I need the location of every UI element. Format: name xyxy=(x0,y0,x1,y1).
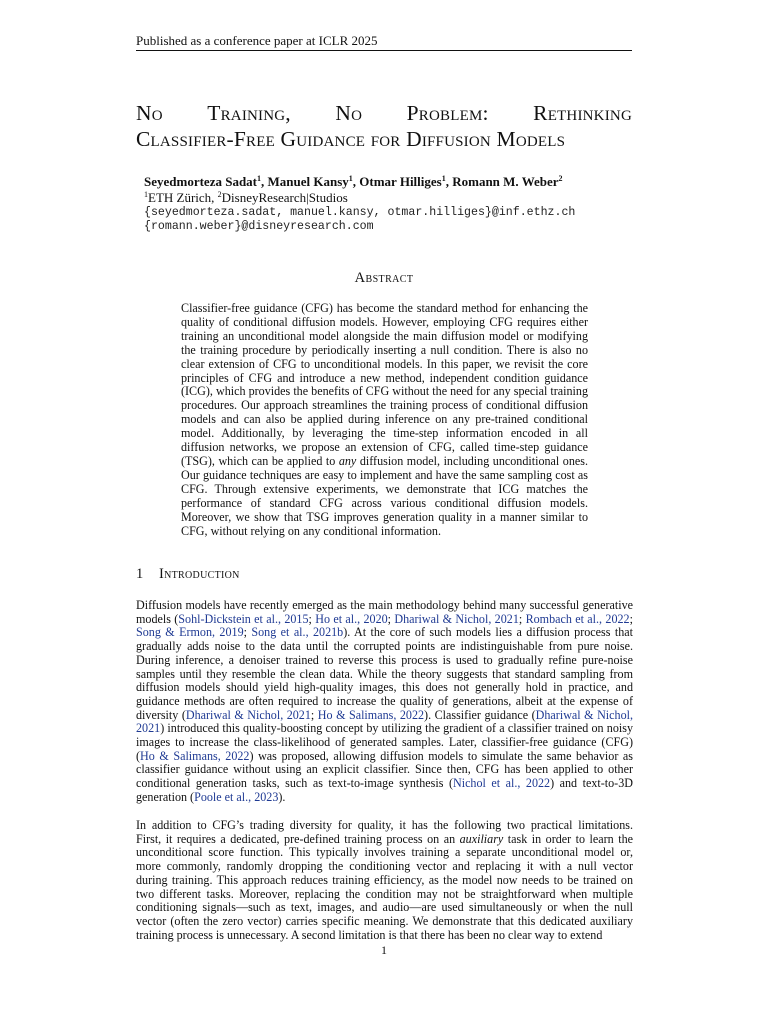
affiliation-mark: 2 xyxy=(558,174,563,183)
text-line xyxy=(136,750,633,764)
emphasis-text: auxiliary xyxy=(459,831,504,846)
text-run: diffusion models should yield high-quality images, this does not generally hold in practice, and xyxy=(136,680,633,695)
affiliations xyxy=(144,190,348,206)
abstract-text-part: Classifier-free guidance (CFG) has become the standard method for enhancing the quality of conditional diffusion models. However, employing CFG requires either training an unconditional model alongside the main diffusion model or modifying the training procedure by periodically inserting a null condition. There is also no clear extension of CFG to unconditional models. In this paper, we revisit the core principles of CFG and introduce a new method, independent condition guidance (ICG), which provides the benefits of CFG without the need for any special training procedures. Our approach streamlines the training process of conditional diffusion models and can also be applied during inference on any pre-trained conditional model. Additionally, by leveraging the time-step information encoded in all diffusion networks, we propose an extension of CFG, called time-step guidance (TSG), which can be applied to xyxy=(181,301,588,468)
text-run: ; xyxy=(387,611,395,626)
affiliation-mark: 1 xyxy=(144,190,148,199)
text-run: more commonly, randomly dropping the conditioning vector and replacing it with a null vector xyxy=(136,859,633,874)
text-run: ) introduced this quality-boosting concept by utilizing the gradient of a classifier trained on noisy xyxy=(160,721,633,736)
text-run: during training. This approach reduces training efficiency, as the model now needs to be trained on xyxy=(136,872,633,887)
text-run: classifier guidance without using an explicit classifier. Since then, CFG has been applied to other xyxy=(136,762,633,777)
text-line xyxy=(136,901,633,915)
page-number: 1 xyxy=(381,943,387,957)
title-word: No xyxy=(335,101,363,125)
citation-link[interactable]: Song et al., 2021b xyxy=(251,625,344,640)
citation-link[interactable]: 2021 xyxy=(136,721,161,736)
text-run: During inference, a denoiser trained to reverse this process is used to gradually refine pure-noise xyxy=(136,652,633,667)
header-rule xyxy=(136,50,632,51)
text-run: ; xyxy=(629,611,633,626)
text-run: images to increase the class-likelihood of generated samples. Later, classifier-free guidance (CFG) xyxy=(136,735,633,750)
text-line xyxy=(136,695,633,709)
text-run: ) and text-to-3D xyxy=(550,776,633,791)
text-line xyxy=(136,763,633,777)
citation-link[interactable]: Rombach et al., 2022 xyxy=(525,611,630,626)
title-word: Problem: xyxy=(406,101,489,125)
citation-link[interactable]: Poole et al., 2023 xyxy=(194,789,279,804)
text-run: ) was proposed, allowing diffusion models to simulate the same behavior as xyxy=(249,748,634,763)
text-run: ; xyxy=(518,611,526,626)
text-run: ; xyxy=(308,611,316,626)
citation-link[interactable]: Ho et al., 2020 xyxy=(315,611,388,626)
text-run: samples until they resemble the clean data. While the theory suggests that standard sampling from xyxy=(136,666,633,681)
text-line xyxy=(136,777,633,791)
text-line xyxy=(136,709,633,723)
text-run: task in order to learn the xyxy=(503,831,633,846)
text-run: training process is unnecessary. A second limitation is that there has been no clear way to extend xyxy=(136,927,603,942)
text-run: First, it requires a dedicated, pre-defined training process on an xyxy=(136,831,460,846)
affiliation-mark: 1 xyxy=(348,174,353,183)
abstract-emphasis: any xyxy=(338,453,357,468)
text-line xyxy=(136,915,633,929)
text-line xyxy=(136,722,633,736)
author-email: {seyedmorteza.sadat, manuel.kansy, otmar.hilliges}@inf.ethz.ch xyxy=(144,206,576,219)
running-header: Published as a conference paper at ICLR 2025 xyxy=(136,33,378,48)
text-line xyxy=(136,860,633,874)
author-name: Manuel Kansy xyxy=(267,174,349,189)
title-word: No xyxy=(136,101,163,125)
text-run: two different tasks. Moreover, replacing the condition may not be straightforward when multiple xyxy=(136,886,633,901)
author-list: Seyedmorteza Sadat$^1$, Manuel Kansy$^1$, Otmar Hilliges$^1$, Romann M. Weber$^2$ xyxy=(144,174,563,189)
text-run: generation ( xyxy=(136,789,195,804)
text-run: ). At the core of such models lies a diffusion process that xyxy=(343,625,633,640)
text-run: ( xyxy=(136,748,141,763)
text-run: vector (often the zero vector) carries specific meaning. We demonstrate that this dedicated auxiliary xyxy=(136,913,633,928)
text-line xyxy=(136,791,633,805)
text-line xyxy=(136,626,633,640)
paper-title xyxy=(136,100,636,152)
text-line xyxy=(136,846,633,860)
text-line xyxy=(136,681,633,695)
author-name: Otmar Hilliges xyxy=(359,174,442,189)
section-title: Introduction xyxy=(159,566,240,582)
abstract-heading: Abstract xyxy=(354,270,414,286)
text-run: In addition to CFG’s trading diversity for quality, it has the following two practical limitations. xyxy=(136,818,633,832)
abstract-text xyxy=(181,302,588,538)
text-line xyxy=(136,668,633,682)
citation-link[interactable]: Ho & Salimans, 2022 xyxy=(317,707,425,722)
text-run: conditional generation tasks, such as text-to-image synthesis ( xyxy=(136,776,453,791)
affiliation-mark: 2 xyxy=(217,190,222,199)
text-line xyxy=(136,640,633,654)
citation-link[interactable]: Dhariwal & Nichol, xyxy=(535,707,634,722)
institution: DisneyResearch|Studios xyxy=(221,190,348,205)
citation-link[interactable]: Dhariwal & Nichol, 2021 xyxy=(394,611,519,626)
paragraph xyxy=(136,599,633,805)
author-name: Romann M. Weber xyxy=(452,174,559,189)
text-run: unconditional score function. This typically involves training a separate unconditional model or, xyxy=(136,845,633,860)
text-line xyxy=(136,613,633,627)
citation-link[interactable]: Dhariwal & Nichol, 2021 xyxy=(185,707,311,722)
text-run: guidance methods are often required to increase the quality of generations, albeit at the expense of xyxy=(136,693,633,708)
text-line xyxy=(136,929,633,943)
title-word: Rethinking xyxy=(533,101,632,125)
title-word: Training, xyxy=(207,101,291,125)
text-line xyxy=(136,874,633,888)
title-line-1 xyxy=(136,100,632,126)
text-line xyxy=(136,888,633,902)
text-line xyxy=(136,833,633,847)
affiliation-mark: 1 xyxy=(441,174,446,183)
text-run: conditioning signals—such as text, images, and audio—are used simultaneously or when the null xyxy=(136,900,633,915)
citation-link[interactable]: Song & Ermon, 2019 xyxy=(136,625,244,640)
section-number: 1 xyxy=(136,566,144,582)
text-line xyxy=(136,654,633,668)
text-run: ). Classifier guidance ( xyxy=(424,707,536,722)
text-run: models ( xyxy=(136,611,179,626)
citation-link[interactable]: Nichol et al., 2022 xyxy=(452,776,551,791)
author-name: Seyedmorteza Sadat xyxy=(144,174,258,189)
text-line xyxy=(136,599,633,613)
text-run: gradually adds noise to the data until the corrupted points are indistinguishable from pure noise. xyxy=(136,639,633,654)
paragraph xyxy=(136,819,633,942)
author-email: {romann.weber}@disneyresearch.com xyxy=(144,220,374,233)
text-run: ; xyxy=(310,707,318,722)
text-line xyxy=(136,819,633,833)
title-line-2: Classifier-Free Guidance for Diffusion Models xyxy=(136,127,566,151)
text-run: ). xyxy=(278,789,286,804)
citation-link[interactable]: Sohl-Dickstein et al., 2015 xyxy=(178,611,309,626)
text-run: Diffusion models have recently emerged as the main methodology behind many successful generative xyxy=(136,598,633,612)
text-run: diversity ( xyxy=(136,707,186,722)
affiliation-mark: 1 xyxy=(257,174,262,183)
text-line xyxy=(136,736,633,750)
citation-link[interactable]: Ho & Salimans, 2022 xyxy=(140,748,250,763)
section-heading xyxy=(136,566,240,583)
abstract-text-part: diffusion model, including unconditional ones. Our guidance techniques are easy to implement and have the same sampling cost as CFG. Through extensive experiments, we demonstrate that ICG matches the performance of standard CFG across various conditional diffusion models. Moreover, we show that TSG improves generation quality in a manner similar to CFG, without relying on any conditional information. xyxy=(181,453,588,538)
institution: ETH Zürich, xyxy=(148,190,218,205)
text-run: ; xyxy=(243,625,252,640)
